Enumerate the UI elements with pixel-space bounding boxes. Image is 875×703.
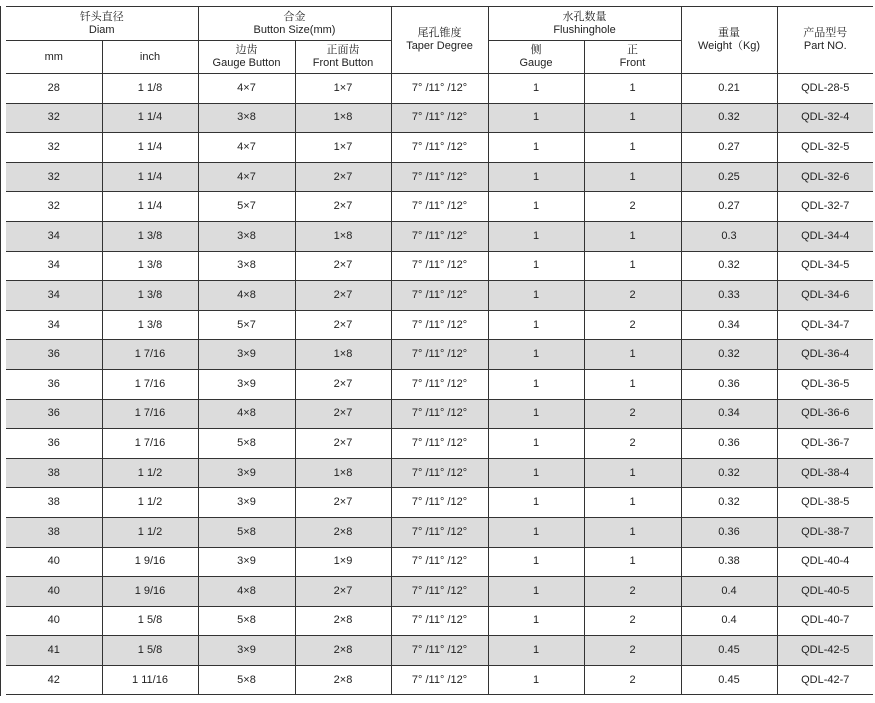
table-row	[6, 606, 873, 636]
gauge-button-cell: 4×7	[198, 133, 295, 163]
front-hole-cell: 2	[584, 281, 681, 311]
diam-mm-cell: 36	[6, 429, 102, 459]
diam-inch-cell: 1 5/8	[102, 606, 198, 636]
taper-cell: 7° /11° /12°	[391, 310, 488, 340]
table-row	[6, 577, 873, 607]
taper-cell: 7° /11° /12°	[391, 517, 488, 547]
gauge-button-cell: 3×9	[198, 547, 295, 577]
table-header	[6, 7, 873, 74]
part-no-cell: QDL-38-5	[777, 488, 873, 518]
diam-inch-cell: 1 3/8	[102, 310, 198, 340]
diam-inch-cell: 1 9/16	[102, 547, 198, 577]
table-row	[6, 399, 873, 429]
button-size-header-en: Button Size(mm)	[253, 23, 336, 36]
taper-cell: 7° /11° /12°	[391, 547, 488, 577]
front-button-header	[295, 41, 391, 74]
flushing-header	[488, 7, 681, 41]
taper-cell: 7° /11° /12°	[391, 665, 488, 695]
front-button-cell: 2×7	[295, 310, 391, 340]
gauge-hole-cell: 1	[488, 517, 584, 547]
gauge-hole-cell: 1	[488, 310, 584, 340]
front-hole-cell: 1	[584, 251, 681, 281]
table-row	[6, 281, 873, 311]
taper-cell: 7° /11° /12°	[391, 103, 488, 133]
table-row	[6, 458, 873, 488]
diam-inch-cell: 1 1/8	[102, 74, 198, 104]
table-row	[6, 133, 873, 163]
weight-cell: 0.32	[681, 458, 777, 488]
taper-cell: 7° /11° /12°	[391, 606, 488, 636]
part-no-cell: QDL-34-4	[777, 221, 873, 251]
diam-mm-cell: 36	[6, 340, 102, 370]
weight-cell: 0.4	[681, 606, 777, 636]
taper-cell: 7° /11° /12°	[391, 281, 488, 311]
diam-inch-cell: 1 1/2	[102, 458, 198, 488]
diam-inch-cell: 1 1/4	[102, 103, 198, 133]
front-button-cell: 2×7	[295, 577, 391, 607]
part-header-zh: 产品型号	[803, 27, 848, 39]
front-hole-cell: 1	[584, 162, 681, 192]
weight-cell: 0.38	[681, 547, 777, 577]
diam-inch-cell: 1 9/16	[102, 577, 198, 607]
taper-cell: 7° /11° /12°	[391, 577, 488, 607]
diam-mm-cell: 32	[6, 192, 102, 222]
weight-cell: 0.27	[681, 133, 777, 163]
taper-header-en: Taper Degree	[406, 40, 473, 52]
diam-mm-cell: 38	[6, 488, 102, 518]
taper-cell: 7° /11° /12°	[391, 488, 488, 518]
diam-mm-cell: 42	[6, 665, 102, 695]
diam-inch-cell: 1 3/8	[102, 281, 198, 311]
table-row	[6, 74, 873, 104]
front-hole-cell: 1	[584, 517, 681, 547]
front-button-cell: 1×8	[295, 458, 391, 488]
gauge-hole-cell: 1	[488, 606, 584, 636]
front-hole-cell: 2	[584, 192, 681, 222]
front-hole-cell: 1	[584, 103, 681, 133]
front-hole-header	[584, 41, 681, 74]
front-button-header-zh: 正面齿	[326, 44, 360, 56]
gauge-hole-cell: 1	[488, 192, 584, 222]
part-no-cell: QDL-32-5	[777, 133, 873, 163]
gauge-hole-cell: 1	[488, 103, 584, 133]
front-hole-cell: 2	[584, 606, 681, 636]
part-no-cell: QDL-28-5	[777, 74, 873, 104]
gauge-button-cell: 3×8	[198, 103, 295, 133]
table-row	[6, 369, 873, 399]
flushing-header-en: Flushinghole	[553, 23, 616, 36]
part-no-cell: QDL-42-7	[777, 665, 873, 695]
front-hole-cell: 2	[584, 310, 681, 340]
part-no-cell: QDL-34-6	[777, 281, 873, 311]
taper-cell: 7° /11° /12°	[391, 399, 488, 429]
front-button-cell: 1×9	[295, 547, 391, 577]
gauge-button-cell: 3×8	[198, 221, 295, 251]
diam-mm-cell: 40	[6, 577, 102, 607]
taper-cell: 7° /11° /12°	[391, 221, 488, 251]
gauge-button-cell: 5×7	[198, 192, 295, 222]
table-row	[6, 103, 873, 133]
diam-inch-cell: 1 7/16	[102, 340, 198, 370]
table-body	[6, 74, 873, 695]
diam-mm-cell: 28	[6, 74, 102, 104]
part-no-cell: QDL-32-6	[777, 162, 873, 192]
gauge-hole-cell: 1	[488, 251, 584, 281]
weight-cell: 0.32	[681, 103, 777, 133]
weight-cell: 0.36	[681, 429, 777, 459]
taper-cell: 7° /11° /12°	[391, 133, 488, 163]
weight-cell: 0.32	[681, 488, 777, 518]
gauge-hole-header-zh: 侧	[530, 44, 542, 56]
diam-mm-cell: 34	[6, 310, 102, 340]
taper-cell: 7° /11° /12°	[391, 429, 488, 459]
front-button-cell: 1×8	[295, 221, 391, 251]
diam-inch-cell: 1 7/16	[102, 399, 198, 429]
table-row	[6, 517, 873, 547]
front-hole-cell: 1	[584, 221, 681, 251]
front-hole-header-zh: 正	[627, 44, 639, 56]
gauge-hole-cell: 1	[488, 133, 584, 163]
front-button-cell: 1×8	[295, 103, 391, 133]
front-button-cell: 2×7	[295, 251, 391, 281]
front-hole-cell: 1	[584, 488, 681, 518]
part-no-cell: QDL-40-4	[777, 547, 873, 577]
part-no-cell: QDL-40-5	[777, 577, 873, 607]
front-hole-header-en: Front	[619, 57, 646, 69]
spec-table	[6, 6, 873, 695]
weight-cell: 0.36	[681, 369, 777, 399]
front-hole-cell: 2	[584, 577, 681, 607]
front-button-cell: 2×7	[295, 429, 391, 459]
diam-header-en: Diam	[88, 23, 115, 36]
weight-header	[681, 7, 777, 74]
gauge-button-cell: 4×7	[198, 162, 295, 192]
diam-inch-cell: 1 1/4	[102, 162, 198, 192]
part-no-cell: QDL-36-5	[777, 369, 873, 399]
front-button-cell: 2×7	[295, 399, 391, 429]
gauge-hole-header	[488, 41, 584, 74]
weight-header-en: Weight（Kg)	[697, 40, 761, 52]
weight-cell: 0.34	[681, 399, 777, 429]
gauge-button-cell: 3×9	[198, 340, 295, 370]
diam-inch-cell: 1 11/16	[102, 665, 198, 695]
part-no-cell: QDL-36-4	[777, 340, 873, 370]
taper-cell: 7° /11° /12°	[391, 458, 488, 488]
gauge-button-cell: 5×8	[198, 517, 295, 547]
front-button-cell: 2×7	[295, 488, 391, 518]
front-button-cell: 1×7	[295, 74, 391, 104]
inch-header: inch	[102, 41, 198, 74]
gauge-button-cell: 5×8	[198, 606, 295, 636]
table-row	[6, 340, 873, 370]
front-button-cell: 2×7	[295, 281, 391, 311]
diam-header-zh: 钎头直径	[79, 10, 124, 23]
diam-mm-cell: 38	[6, 517, 102, 547]
gauge-button-cell: 4×7	[198, 74, 295, 104]
front-button-cell: 1×7	[295, 133, 391, 163]
table-row	[6, 162, 873, 192]
weight-cell: 0.4	[681, 577, 777, 607]
taper-cell: 7° /11° /12°	[391, 162, 488, 192]
weight-cell: 0.21	[681, 74, 777, 104]
gauge-button-cell: 5×8	[198, 665, 295, 695]
table-row	[6, 221, 873, 251]
diam-mm-cell: 40	[6, 547, 102, 577]
gauge-hole-cell: 1	[488, 636, 584, 666]
weight-cell: 0.33	[681, 281, 777, 311]
part-no-cell: QDL-36-6	[777, 399, 873, 429]
diam-inch-cell: 1 3/8	[102, 251, 198, 281]
front-button-cell: 2×8	[295, 517, 391, 547]
front-button-cell: 2×7	[295, 192, 391, 222]
gauge-button-cell: 3×9	[198, 636, 295, 666]
gauge-hole-cell: 1	[488, 458, 584, 488]
diam-header	[6, 7, 198, 41]
weight-cell: 0.32	[681, 340, 777, 370]
gauge-button-cell: 4×8	[198, 281, 295, 311]
front-button-header-en: Front Button	[312, 57, 374, 69]
front-hole-cell: 2	[584, 665, 681, 695]
part-no-cell: QDL-40-7	[777, 606, 873, 636]
diam-mm-cell: 36	[6, 399, 102, 429]
diam-inch-cell: 1 5/8	[102, 636, 198, 666]
taper-cell: 7° /11° /12°	[391, 340, 488, 370]
gauge-button-cell: 5×7	[198, 310, 295, 340]
weight-cell: 0.34	[681, 310, 777, 340]
gauge-hole-cell: 1	[488, 488, 584, 518]
diam-inch-cell: 1 7/16	[102, 369, 198, 399]
part-no-cell: QDL-38-4	[777, 458, 873, 488]
table-row	[6, 665, 873, 695]
table-row	[6, 429, 873, 459]
front-hole-cell: 1	[584, 458, 681, 488]
gauge-button-cell: 3×8	[198, 251, 295, 281]
weight-cell: 0.45	[681, 636, 777, 666]
diam-inch-cell: 1 1/4	[102, 133, 198, 163]
diam-mm-cell: 34	[6, 281, 102, 311]
taper-cell: 7° /11° /12°	[391, 192, 488, 222]
front-hole-cell: 1	[584, 133, 681, 163]
front-hole-cell: 1	[584, 369, 681, 399]
mm-header: mm	[6, 41, 102, 74]
table-row	[6, 547, 873, 577]
part-no-cell: QDL-34-5	[777, 251, 873, 281]
gauge-hole-cell: 1	[488, 162, 584, 192]
front-button-cell: 2×8	[295, 606, 391, 636]
diam-mm-cell: 34	[6, 221, 102, 251]
gauge-button-cell: 4×8	[198, 577, 295, 607]
gauge-button-header-zh: 边齿	[235, 44, 258, 56]
part-header-en: Part NO.	[803, 40, 847, 52]
taper-cell: 7° /11° /12°	[391, 251, 488, 281]
gauge-hole-cell: 1	[488, 665, 584, 695]
part-no-cell: QDL-42-5	[777, 636, 873, 666]
front-hole-cell: 2	[584, 636, 681, 666]
part-no-cell: QDL-36-7	[777, 429, 873, 459]
weight-cell: 0.45	[681, 665, 777, 695]
button-size-header	[198, 7, 391, 41]
diam-mm-cell: 40	[6, 606, 102, 636]
gauge-button-cell: 5×8	[198, 429, 295, 459]
weight-cell: 0.3	[681, 221, 777, 251]
table-row	[6, 192, 873, 222]
taper-header-zh: 尾孔锥度	[417, 27, 462, 39]
table-row	[6, 636, 873, 666]
diam-mm-cell: 34	[6, 251, 102, 281]
table-row	[6, 251, 873, 281]
gauge-button-cell: 3×9	[198, 458, 295, 488]
front-hole-cell: 2	[584, 399, 681, 429]
part-no-cell: QDL-32-7	[777, 192, 873, 222]
front-hole-cell: 2	[584, 429, 681, 459]
diam-inch-cell: 1 7/16	[102, 429, 198, 459]
front-button-cell: 2×7	[295, 369, 391, 399]
diam-mm-cell: 38	[6, 458, 102, 488]
diam-mm-cell: 41	[6, 636, 102, 666]
gauge-hole-cell: 1	[488, 399, 584, 429]
diam-inch-cell: 1 1/4	[102, 192, 198, 222]
table-row	[6, 310, 873, 340]
gauge-button-cell: 3×9	[198, 488, 295, 518]
gauge-button-cell: 3×9	[198, 369, 295, 399]
front-hole-cell: 1	[584, 74, 681, 104]
gauge-hole-cell: 1	[488, 547, 584, 577]
weight-header-zh: 重量	[718, 27, 741, 39]
diam-mm-cell: 32	[6, 103, 102, 133]
button-size-header-zh: 合金	[283, 10, 306, 23]
part-no-cell: QDL-38-7	[777, 517, 873, 547]
part-header	[777, 7, 873, 74]
weight-cell: 0.36	[681, 517, 777, 547]
part-no-cell: QDL-32-4	[777, 103, 873, 133]
front-button-cell: 1×8	[295, 340, 391, 370]
gauge-hole-cell: 1	[488, 429, 584, 459]
front-button-cell: 2×7	[295, 162, 391, 192]
gauge-button-header-en: Gauge Button	[212, 57, 281, 69]
front-hole-cell: 1	[584, 340, 681, 370]
table-row	[6, 488, 873, 518]
gauge-hole-cell: 1	[488, 281, 584, 311]
gauge-button-cell: 4×8	[198, 399, 295, 429]
gauge-hole-cell: 1	[488, 577, 584, 607]
diam-inch-cell: 1 1/2	[102, 517, 198, 547]
part-no-cell: QDL-34-7	[777, 310, 873, 340]
front-button-cell: 2×8	[295, 636, 391, 666]
diam-inch-cell: 1 1/2	[102, 488, 198, 518]
diam-mm-cell: 32	[6, 133, 102, 163]
weight-cell: 0.32	[681, 251, 777, 281]
front-button-cell: 2×8	[295, 665, 391, 695]
weight-cell: 0.27	[681, 192, 777, 222]
taper-header	[391, 7, 488, 74]
gauge-hole-cell: 1	[488, 221, 584, 251]
diam-mm-cell: 32	[6, 162, 102, 192]
weight-cell: 0.25	[681, 162, 777, 192]
gauge-hole-header-en: Gauge	[519, 57, 553, 69]
taper-cell: 7° /11° /12°	[391, 636, 488, 666]
diam-mm-cell: 36	[6, 369, 102, 399]
diam-inch-cell: 1 3/8	[102, 221, 198, 251]
front-hole-cell: 1	[584, 547, 681, 577]
gauge-hole-cell: 1	[488, 340, 584, 370]
flushing-header-zh: 水孔数量	[562, 10, 607, 23]
taper-cell: 7° /11° /12°	[391, 74, 488, 104]
gauge-button-header	[198, 41, 295, 74]
taper-cell: 7° /11° /12°	[391, 369, 488, 399]
gauge-hole-cell: 1	[488, 369, 584, 399]
gauge-hole-cell: 1	[488, 74, 584, 104]
